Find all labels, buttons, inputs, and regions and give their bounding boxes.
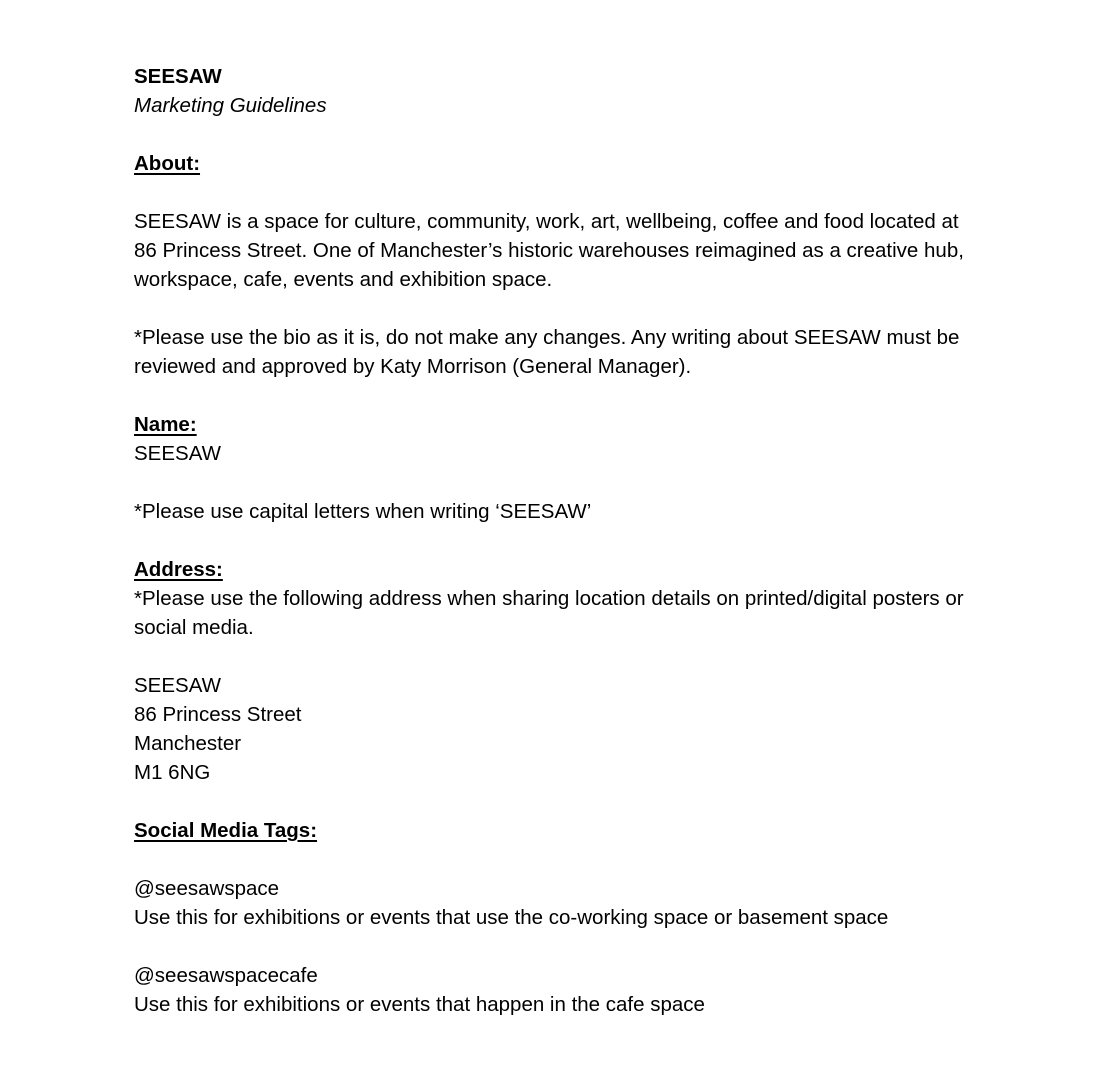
address-note-line: *Please use the following address when sharing location details on printed/digital posters or — [134, 587, 964, 610]
social-tag-item — [134, 874, 1054, 932]
address-note — [134, 584, 1054, 642]
social-tag-description: Use this for exhibitions or events that happen in the cafe space — [134, 993, 705, 1016]
spacer — [134, 294, 1054, 323]
social-tag-handle: @seesawspace — [134, 877, 280, 900]
address-line: Manchester — [134, 732, 242, 755]
about-bio — [134, 207, 1054, 294]
about-heading: About: — [134, 152, 201, 175]
name-section — [134, 410, 1054, 526]
address-note-line: social media. — [134, 616, 254, 639]
social-section — [134, 816, 1054, 1019]
address-section — [134, 555, 1054, 787]
address-line: 86 Princess Street — [134, 703, 302, 726]
address-heading: Address: — [134, 558, 223, 581]
document-title: SEESAW — [134, 65, 222, 88]
about-bio-line: 86 Princess Street. One of Manchester’s historic warehouses reimagined as a creative hub, — [134, 239, 964, 262]
about-note — [134, 323, 1054, 381]
spacer — [134, 932, 1054, 961]
name-heading: Name: — [134, 413, 197, 436]
social-tag-description: Use this for exhibitions or events that use the co-working space or basement space — [134, 906, 889, 929]
spacer — [134, 178, 1054, 207]
about-section — [134, 149, 1054, 381]
spacer — [134, 845, 1054, 874]
spacer — [134, 120, 1054, 149]
social-heading: Social Media Tags: — [134, 819, 318, 842]
about-bio-line: SEESAW is a space for culture, community, work, art, wellbeing, coffee and food located at — [134, 210, 959, 233]
address-line: SEESAW — [134, 674, 221, 697]
document-subtitle: Marketing Guidelines — [134, 94, 327, 117]
spacer — [134, 468, 1054, 497]
address-line: M1 6NG — [134, 761, 211, 784]
spacer — [134, 642, 1054, 671]
name-note: *Please use capital letters when writing ‘SEESAW’ — [134, 500, 592, 523]
spacer — [134, 526, 1054, 555]
social-tag-item — [134, 961, 1054, 1019]
spacer — [134, 381, 1054, 410]
document-page — [134, 62, 1054, 1019]
about-bio-line: workspace, cafe, events and exhibition space. — [134, 268, 553, 291]
spacer — [134, 787, 1054, 816]
address-block — [134, 671, 1054, 787]
name-value: SEESAW — [134, 442, 221, 465]
about-note-line: reviewed and approved by Katy Morrison (General Manager). — [134, 355, 692, 378]
social-tag-handle: @seesawspacecafe — [134, 964, 318, 987]
about-note-line: *Please use the bio as it is, do not make any changes. Any writing about SEESAW must be — [134, 326, 960, 349]
